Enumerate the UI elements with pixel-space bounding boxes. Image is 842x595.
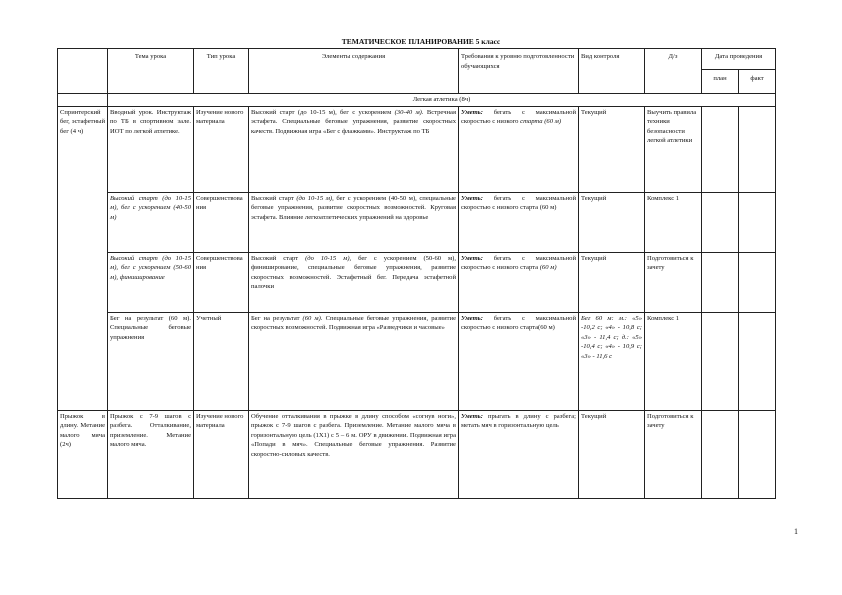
elements-cell: Высокий старт (до 10-15 м), бег с ускорением (40-50 м), специальные беговые упражнения, развитие скоростных возможностей. Круговая эстафета. Влияние легкоатлетических упражнений на здоровье xyxy=(249,192,459,252)
control-cell: Текущий xyxy=(579,410,645,498)
type-cell: Совершенствования xyxy=(194,252,249,312)
homework-cell: Подготовиться к зачету xyxy=(645,252,702,312)
section-row xyxy=(58,94,776,107)
section-title: Легкая атлетика (8ч) xyxy=(108,94,776,107)
page-title: ТЕМАТИЧЕСКОЕ ПЛАНИРОВАНИЕ 5 класс xyxy=(341,37,501,46)
topic-cell: Высокий старт (до 10-15 м), бег с ускорением (40-50 м) xyxy=(108,192,194,252)
page-number: 1 xyxy=(794,527,798,536)
elements-cell: Высокий старт (до 10-15 м), бег с ускорением (30-40 м). Встречная эстафета. Специальные беговые упражнения, развитие скоростных качеств. Подвижная игра «Бег с флажками». Инструктаж по ТБ xyxy=(249,106,459,192)
homework-cell: Комплекс 1 xyxy=(645,312,702,410)
elements-cell: Высокий старт (до 10-15 м), бег с ускорением (50-60 м), финиширование, специальные беговые упражнения, развитие скоростных возможностей. Эстафетный бег. Передача эстафетной палочки xyxy=(249,252,459,312)
homework-cell: Подготовиться к зачету xyxy=(645,410,702,498)
header-date: Дата проведения xyxy=(702,49,776,70)
control-cell: Текущий xyxy=(579,106,645,192)
requirements-cell: Уметь: бегать с максимальной скоростью с низкого старта (60 м) xyxy=(459,252,579,312)
table-header-row xyxy=(58,49,776,70)
header-type: Тип урока xyxy=(194,49,249,94)
header-homework: Д/з xyxy=(645,49,702,94)
table-row xyxy=(58,192,776,252)
topic-cell: Вводный урок. Инструктаж по ТБ в спортивном зале. ИОТ по легкой атлетике. xyxy=(108,106,194,192)
requirements-cell: Уметь: бегать с максимальной скоростью с низкого старта (60 м) xyxy=(459,106,579,192)
elements-cell: Обучение отталкивания в прыжке в длину способом «согнув ноги», прыжок с 7-9 шагов с разбега. Приземление. Метание малого мяча в горизонтальную цель (1Х1) с 5 – 6 м. ОРУ в движении. Подвижная игра «Попади в мяч». Специальные беговые упражнения. Развитие скоростно-силовых качеств. xyxy=(249,410,459,498)
control-cell: Текущий xyxy=(579,252,645,312)
requirements-cell: Уметь: бегать с максимальной скоростью с низкого старта(60 м) xyxy=(459,312,579,410)
type-cell: Учетный xyxy=(194,312,249,410)
table-row xyxy=(58,410,776,498)
header-requirements: Требования к уровню подготовленности обучающихся xyxy=(459,49,579,94)
table-row xyxy=(58,252,776,312)
control-cell: Бег 60 м: м.: «5» -10,2 с; «4» - 10,8 с; «3» - 11,4 с; д.: «5» -10,4 с; «4» - 10,9 с; «3» - 11,6 с xyxy=(579,312,645,410)
header-control: Вид контроля xyxy=(579,49,645,94)
header-fact: факт xyxy=(739,70,776,94)
type-cell: Изучение нового материала xyxy=(194,410,249,498)
topic-cell: Высокий старт (до 10-15 м), бег с ускорением (50-60 м), финиширование xyxy=(108,252,194,312)
homework-cell: Комплекс 1 xyxy=(645,192,702,252)
topic-group-cell: Спринтерский бег, эстафетный бег (4 ч) xyxy=(58,106,108,410)
table-row xyxy=(58,312,776,410)
type-cell: Совершенствования xyxy=(194,192,249,252)
topic-cell: Прыжок с 7-9 шагов с разбега. Отталкивание, приземление. Метание малого мяча. xyxy=(108,410,194,498)
header-elements: Элементы содержания xyxy=(249,49,459,94)
table-row xyxy=(58,106,776,192)
requirements-cell: Уметь: прыгать в длину с разбега; метать мяч в горизонтальную цель xyxy=(459,410,579,498)
topic-cell: Бег на результат (60 м). Специальные беговые упражнения xyxy=(108,312,194,410)
plan-table xyxy=(57,48,776,499)
header-plan: план xyxy=(702,70,739,94)
elements-cell: Бег на результат (60 м). Специальные беговые упражнения, развитие скоростных возможностей. Подвижная игра «Разведчики и часовые» xyxy=(249,312,459,410)
header-topic: Тема урока xyxy=(108,49,194,94)
topic-group-cell: Прыжок в длину. Метание малого мяча (2ч) xyxy=(58,410,108,498)
homework-cell: Выучить правила техники безопасности легкой атлетики xyxy=(645,106,702,192)
control-cell: Текущий xyxy=(579,192,645,252)
type-cell: Изучение нового материала xyxy=(194,106,249,192)
requirements-cell: Уметь: бегать с максимальной скоростью с низкого старта (60 м) xyxy=(459,192,579,252)
